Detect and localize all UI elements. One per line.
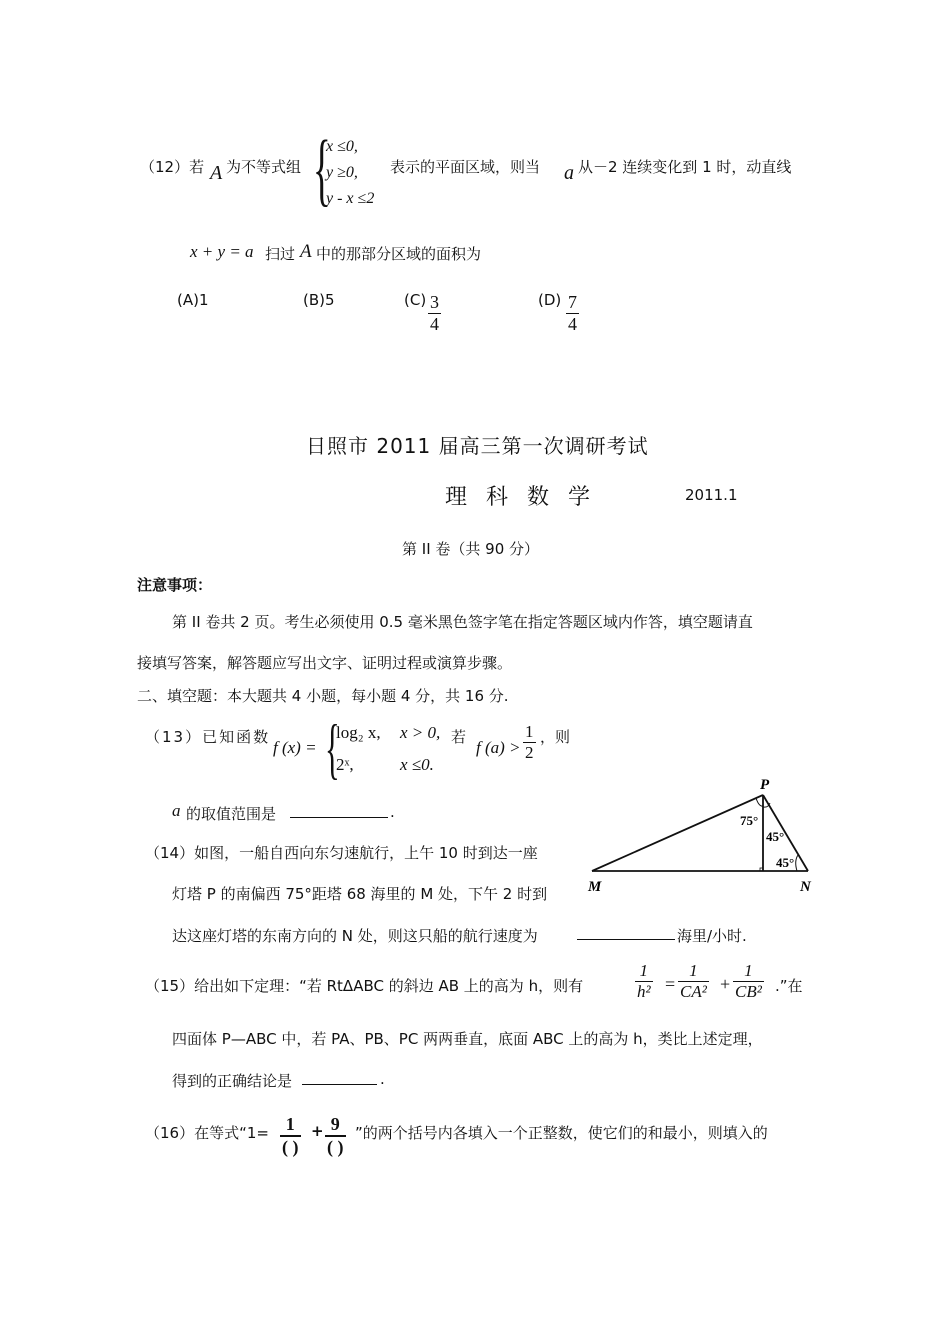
q14-fig-label-m: M bbox=[588, 879, 602, 895]
q12-brace: { bbox=[313, 123, 331, 214]
q16-f1-den: ( ) bbox=[282, 1136, 299, 1157]
q15-f2-num: 1 bbox=[689, 961, 698, 980]
q15-f1-den: h² bbox=[637, 981, 651, 1001]
q15-fraction-cb bbox=[733, 961, 764, 1001]
q16-f2-den: ( ) bbox=[327, 1136, 344, 1157]
q14-fig-arc-75 bbox=[756, 798, 763, 806]
part2-heading: 二、填空题：本大题共 4 小题，每小题 4 分，共 16 分. bbox=[137, 687, 509, 705]
q15-f1-num: 1 bbox=[639, 961, 649, 980]
q14-answer-blank[interactable] bbox=[577, 925, 675, 944]
q12-option-a: (A)1 bbox=[177, 291, 209, 309]
q13-half-den: 2 bbox=[525, 742, 534, 762]
q15-line2: 四面体 P—ABC 中，若 PA、PB、PC 两两垂直，底面 ABC 上的高为 h，类比上述定理， bbox=[172, 1030, 763, 1048]
q16-plus: + bbox=[311, 1122, 324, 1140]
q15-eq: = bbox=[665, 974, 676, 994]
q13-line2-text: 的取值范围是 bbox=[186, 805, 277, 823]
exam-date: 2011.1 bbox=[685, 486, 738, 504]
q15-text1: （15）给出如下定理：“若 RtΔABC 的斜边 AB 上的高为 h，则有 bbox=[145, 977, 584, 995]
q12-line1 bbox=[140, 156, 204, 177]
q14-line2: 灯塔 P 的南偏西 75°距塔 68 海里的 M 处，下午 2 时到 bbox=[172, 885, 548, 903]
q13-case2-cond: x ≤0. bbox=[400, 755, 434, 774]
q14-line3b: 海里/小时. bbox=[677, 927, 747, 945]
q12-number: （12）若 bbox=[140, 158, 205, 176]
q15-f3-num: 1 bbox=[744, 961, 753, 980]
q14-fig-angle-45a: 45° bbox=[766, 829, 785, 844]
q13-case2-expr: 2ˣ, bbox=[336, 755, 354, 774]
q14-line3a: 达这座灯塔的东南方向的 N 处，则这只船的航行速度为 bbox=[172, 927, 538, 945]
q12-line2-text1: 扫过 bbox=[265, 245, 296, 263]
q15-f3-den: CB² bbox=[735, 981, 762, 1001]
q12-option-d-fraction bbox=[566, 292, 579, 334]
q12-var-a: a bbox=[564, 162, 574, 184]
q12-ineq2: y ≥0, bbox=[326, 164, 358, 181]
q16-text2: ”的两个括号内各填入一个正整数，使它们的和最小，则填入的 bbox=[355, 1124, 768, 1142]
q12-option-b: (B)5 bbox=[303, 291, 335, 309]
q12-set-A: A bbox=[210, 162, 223, 184]
notice-title: 注意事项： bbox=[137, 576, 213, 594]
q14-fig-label-p: P bbox=[760, 777, 770, 793]
q13-number: （13）已知函数 bbox=[145, 728, 271, 746]
q12-line2-A: A bbox=[300, 241, 312, 262]
q13-brace: { bbox=[325, 710, 340, 786]
q16-f2-num: 9 bbox=[330, 1114, 340, 1134]
q13-var-a: a bbox=[172, 801, 181, 820]
q14-line1: （14）如图，一船自西向东匀速航行，上午 10 时到达一座 bbox=[145, 844, 538, 862]
notice-line2: 接填写答案，解答题应写出文字、证明过程或演算步骤。 bbox=[137, 654, 513, 672]
q14-fig-angle-45b: 45° bbox=[776, 855, 795, 870]
section-title: 第 II 卷（共 90 分） bbox=[402, 540, 540, 558]
q12-option-d-den: 4 bbox=[568, 313, 577, 334]
exam-title: 日照市 2011 届高三第一次调研考试 bbox=[306, 434, 649, 458]
q13-half bbox=[523, 722, 536, 762]
q13-case1-cond: x > 0, bbox=[400, 723, 441, 742]
q14-fig-arc-45b bbox=[796, 855, 798, 871]
q15-text2: .”在 bbox=[775, 977, 803, 995]
q15-f2-den: CA² bbox=[680, 981, 707, 1001]
q12-text3: 从－2 连续变化到 1 时，动直线 bbox=[578, 158, 792, 176]
q13-ruo: 若 bbox=[451, 728, 467, 746]
q15-answer-blank[interactable] bbox=[302, 1070, 377, 1089]
q14-fig-angle-75: 75° bbox=[740, 813, 759, 828]
q12-text2: 表示的平面区域，则当 bbox=[390, 158, 541, 176]
q16-f1-num: 1 bbox=[285, 1114, 295, 1134]
q14-fig-line-mp bbox=[592, 795, 763, 871]
q12-line2-text2: 中的那部分区域的面积为 bbox=[316, 245, 482, 263]
q13-ze: ，则 bbox=[540, 728, 571, 746]
q13-case1-expr: log₂ x, bbox=[336, 723, 381, 742]
q14-fig-label-n: N bbox=[800, 879, 811, 895]
q13-fa: f (a) > bbox=[476, 738, 521, 757]
q16-fraction-1 bbox=[280, 1114, 301, 1157]
q13-answer-blank[interactable] bbox=[290, 803, 388, 822]
q12-text1: 为不等式组 bbox=[226, 158, 302, 176]
q12-option-d-num: 7 bbox=[568, 292, 577, 312]
q16-text1: （16）在等式“1= bbox=[145, 1124, 269, 1142]
notice-line1: 第 II 卷共 2 页。考生必须使用 0.5 毫米黑色签字笔在指定答题区域内作答，填空题请直 bbox=[172, 613, 753, 631]
q12-option-c-den: 4 bbox=[430, 313, 439, 334]
q12-ineq1: x ≤0, bbox=[326, 138, 358, 155]
q15-line3: 得到的正确结论是 bbox=[172, 1072, 293, 1090]
q15-plus: + bbox=[720, 974, 731, 994]
q13-period: . bbox=[390, 803, 395, 821]
q13-half-num: 1 bbox=[525, 722, 534, 741]
subject-title: 理 科 数 学 bbox=[445, 485, 596, 510]
q15-fraction-h bbox=[635, 961, 653, 1001]
q15-fraction-ca bbox=[678, 961, 709, 1001]
q12-line-equation: x + y = a bbox=[190, 242, 254, 261]
q12-option-c-num: 3 bbox=[430, 292, 439, 312]
q12-option-d: (D) bbox=[538, 291, 562, 309]
q14-figure bbox=[580, 775, 830, 900]
q12-option-c-fraction bbox=[428, 292, 441, 334]
q16-fraction-9 bbox=[325, 1114, 346, 1157]
q12-option-c: (C) bbox=[404, 291, 427, 309]
q15-period: . bbox=[380, 1070, 385, 1088]
q13-fx: f (x) = bbox=[273, 738, 317, 757]
q12-ineq3: y - x ≤2 bbox=[326, 190, 375, 207]
